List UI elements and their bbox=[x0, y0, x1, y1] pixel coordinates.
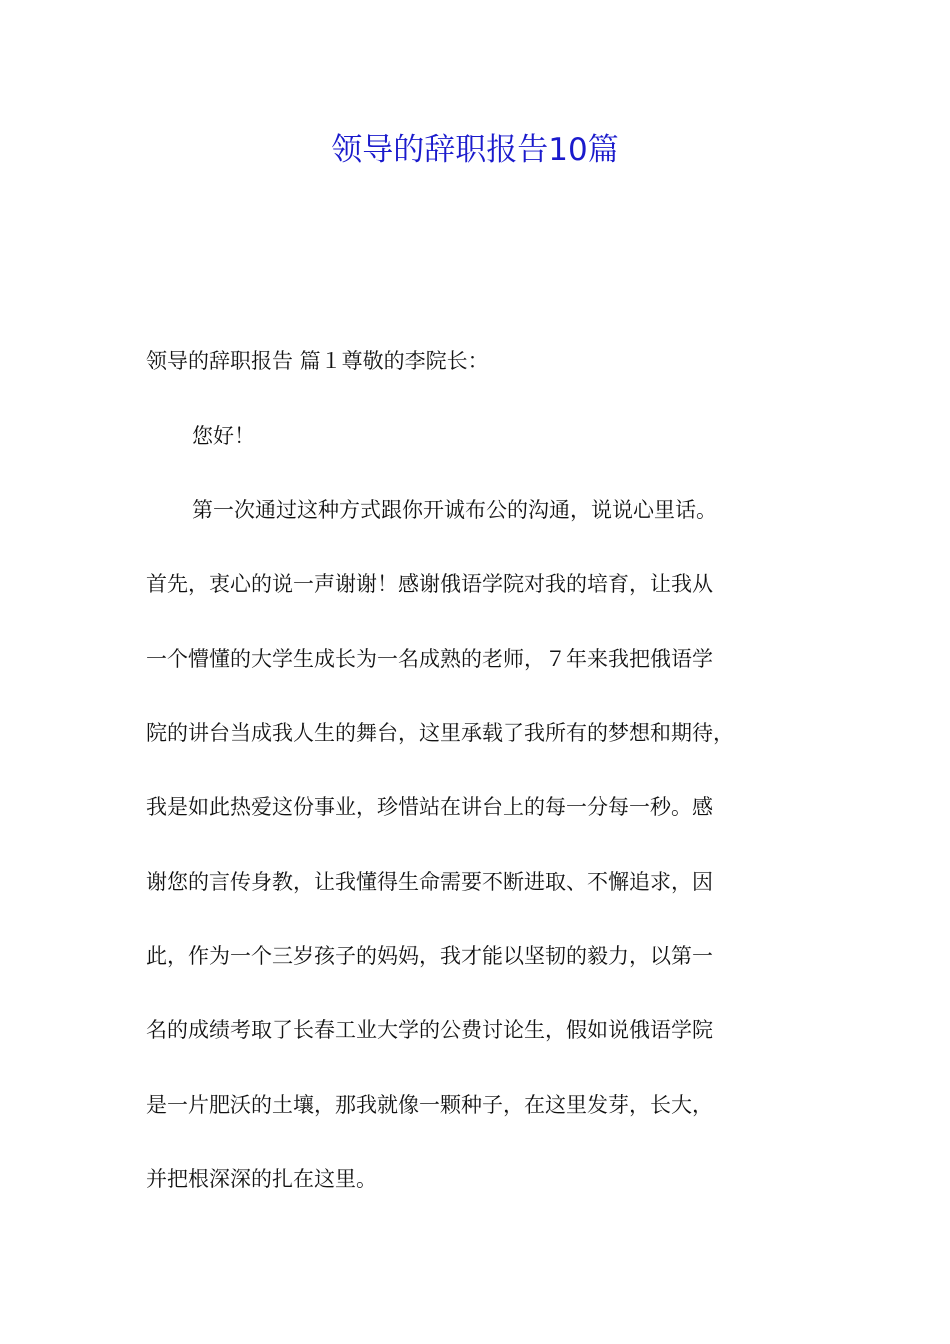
text-line: 一个懵懂的大学生成长为一名成熟的老师，７年来我把俄语学 bbox=[146, 647, 713, 671]
text-line-greeting: 您好！ bbox=[192, 424, 255, 448]
text-line: 首先，衷心的说一声谢谢！感谢俄语学院对我的培育，让我从 bbox=[146, 572, 713, 596]
text-line-salutation: 领导的辞职报告 篇１尊敬的李院长： bbox=[146, 349, 489, 373]
text-line: 院的讲台当成我人生的舞台，这里承载了我所有的梦想和期待， bbox=[146, 721, 734, 745]
text-line: 是一片肥沃的土壤，那我就像一颗种子，在这里发芽，长大， bbox=[146, 1093, 713, 1117]
text-line: 并把根深深的扎在这里。 bbox=[146, 1167, 377, 1191]
text-line: 此，作为一个三岁孩子的妈妈，我才能以坚韧的毅力，以第一 bbox=[146, 944, 713, 968]
text-line: 谢您的言传身教，让我懂得生命需要不断进取、不懈追求，因 bbox=[146, 870, 713, 894]
document-title: 领导的辞职报告10篇 bbox=[331, 132, 619, 168]
text-line: 名的成绩考取了长春工业大学的公费讨论生，假如说俄语学院 bbox=[146, 1018, 713, 1042]
text-line: 第一次通过这种方式跟你开诚布公的沟通，说说心里话。 bbox=[192, 498, 717, 522]
text-line: 我是如此热爱这份事业，珍惜站在讲台上的每一分每一秒。感 bbox=[146, 795, 713, 819]
